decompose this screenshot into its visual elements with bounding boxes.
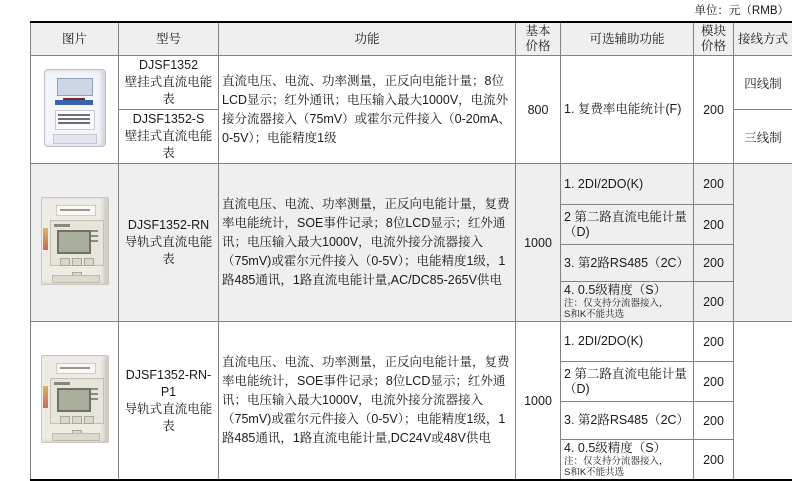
model-cell: DJSF1352-S 壁挂式直流电能表 [119, 110, 219, 164]
aux-note: 注：仅支持分流器接入， [564, 298, 690, 309]
base-price-cell: 1000 [516, 322, 561, 481]
aux-function-cell: 3. 第2路RS485（2C） [561, 245, 694, 282]
aux-note: S和K不能共选 [564, 467, 690, 478]
col-header-aux: 可选辅助功能 [561, 22, 694, 56]
base-price-cell: 800 [516, 56, 561, 164]
module-price-cell: 200 [694, 322, 734, 362]
din-rail-meter-photo [41, 197, 109, 285]
aux-function-cell: 1. 2DI/2DO(K) [561, 164, 694, 205]
product-photo-cell [31, 322, 119, 481]
model-cell: DJSF1352-RN-P1 导轨式直流电能表 [119, 322, 219, 481]
wiring-cell [734, 322, 792, 481]
table-row [31, 322, 792, 362]
module-price-cell: 200 [694, 205, 734, 245]
din-rail-meter-photo [41, 355, 109, 443]
module-price-cell: 200 [694, 56, 734, 164]
module-price-cell: 200 [694, 245, 734, 282]
product-price-table [30, 21, 792, 481]
model-cell: DJSF1352-RN 导轨式直流电能表 [119, 164, 219, 322]
col-header-image: 图片 [31, 22, 119, 56]
wiring-cell [734, 164, 792, 322]
table-row [31, 56, 792, 110]
col-header-module-price: 模块 价格 [694, 22, 734, 56]
aux-function-cell: 2 第二路直流电能计量（D) [561, 362, 694, 402]
function-cell: 直流电压、电流、功率测量，正反向电能计量；8位LCD显示；红外通讯；电压输入最大1000V，电流外接分流器接入（75mV）或霍尔元件接入（0-20mA、0-5V）；电能精度1级 [219, 56, 516, 164]
aux-note: 注：仅支持分流器接入， [564, 456, 690, 467]
wall-meter-photo [44, 69, 106, 147]
col-header-function: 功能 [219, 22, 516, 56]
module-price-cell: 200 [694, 440, 734, 481]
col-header-base-price: 基本 价格 [516, 22, 561, 56]
table-row [31, 164, 792, 205]
wiring-cell: 三线制 [734, 110, 792, 164]
aux-note: S和K不能共选 [564, 309, 690, 320]
product-photo-cell [31, 56, 119, 164]
table-header-row [31, 22, 792, 56]
aux-function-cell: 1. 复费率电能统计(F) [561, 56, 694, 164]
product-photo-cell [31, 164, 119, 322]
function-cell: 直流电压、电流、功率测量，正反向电能计量，复费率电能统计，SOE事件记录；8位LCD显示；红外通讯；电压输入最大1000V，电流外接分流器接入（75mV)或霍尔元件接入（0-5V）；电能精度1级，1路485通讯，1路直流电能计量,AC/DC85-265V供电 [219, 164, 516, 322]
unit-note: 单位：元（RMB） [694, 2, 789, 18]
function-cell: 直流电压、电流、功率测量，正反向电能计量，复费率电能统计，SOE事件记录；8位LCD显示；红外通讯；电压输入最大1000V，电流外接分流器接入（75mV)或霍尔元件接入（0-5V）；电能精度1级，1路485通讯，1路直流电能计量,DC24V或48V供电 [219, 322, 516, 481]
col-header-wiring: 接线方式 [734, 22, 792, 56]
model-cell: DJSF1352 壁挂式直流电能表 [119, 56, 219, 110]
aux-function-cell: 3. 第2路RS485（2C） [561, 402, 694, 440]
aux-function-cell: 4. 0.5级精度（S） 注：仅支持分流器接入， S和K不能共选 [561, 440, 694, 481]
wiring-cell: 四线制 [734, 56, 792, 110]
base-price-cell: 1000 [516, 164, 561, 322]
col-header-model: 型号 [119, 22, 219, 56]
aux-function-cell: 2 第二路直流电能计量（D) [561, 205, 694, 245]
module-price-cell: 200 [694, 282, 734, 322]
module-price-cell: 200 [694, 164, 734, 205]
module-price-cell: 200 [694, 402, 734, 440]
module-price-cell: 200 [694, 362, 734, 402]
aux-function-cell: 4. 0.5级精度（S） 注：仅支持分流器接入， S和K不能共选 [561, 282, 694, 322]
aux-function-cell: 1. 2DI/2DO(K) [561, 322, 694, 362]
